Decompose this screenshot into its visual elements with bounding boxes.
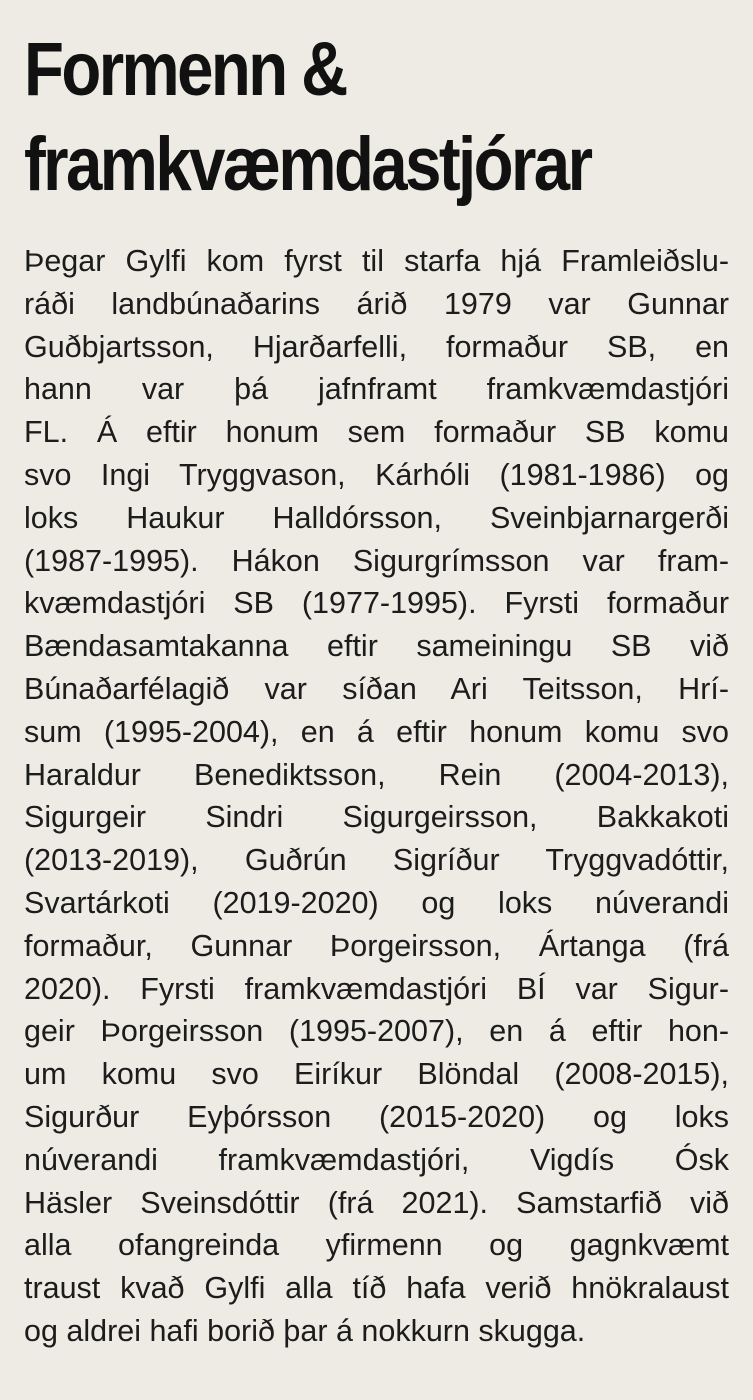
- heading-line: Formenn &: [24, 27, 346, 112]
- body-line: FL. Á eftir honum sem formaður SB komu: [24, 415, 729, 450]
- body-line: Svartárkoti (2019-2020) og loks núverandi: [24, 885, 729, 920]
- body-line: (2013-2019), Guðrún Sigríður Tryggvadóttir,: [24, 843, 729, 878]
- body-line: kvæmdastjóri SB (1977-1995). Fyrsti formaður: [24, 586, 729, 621]
- article-body: [24, 240, 729, 1353]
- body-line: og aldrei hafi borið þar á nokkurn skugga.: [24, 1313, 586, 1348]
- body-line: (1987-1995). Hákon Sigurgrímsson var fram-: [24, 543, 729, 578]
- body-line: hann var þá jafnframt framkvæmdastjóri: [24, 372, 729, 407]
- body-line: loks Haukur Halldórsson, Sveinbjarnargerði: [24, 500, 729, 535]
- article-heading: [24, 22, 630, 212]
- body-line: traust kvað Gylfi alla tíð hafa verið hnökralaust: [24, 1271, 729, 1306]
- body-line: um komu svo Eiríkur Blöndal (2008-2015),: [24, 1057, 729, 1092]
- body-line: 2020). Fyrsti framkvæmdastjóri BÍ var Sigur-: [24, 971, 729, 1006]
- body-line: Þegar Gylfi kom fyrst til starfa hjá Framleiðslu-: [24, 244, 729, 278]
- body-line: svo Ingi Tryggvason, Kárhóli (1981-1986) og: [24, 457, 729, 492]
- heading-line: framkvæmdastjórar: [24, 122, 591, 207]
- body-line: sum (1995-2004), en á eftir honum komu svo: [24, 714, 729, 749]
- body-line: Haraldur Benediktsson, Rein (2004-2013),: [24, 757, 729, 792]
- body-line: geir Þorgeirsson (1995-2007), en á eftir hon-: [24, 1014, 729, 1049]
- body-line: formaður, Gunnar Þorgeirsson, Ártanga (frá: [24, 928, 729, 963]
- body-line: alla ofangreinda yfirmenn og gagnkvæmt: [24, 1228, 729, 1263]
- body-line: núverandi framkvæmdastjóri, Vigdís Ósk: [24, 1142, 729, 1177]
- body-line: Häsler Sveinsdóttir (frá 2021). Samstarfið við: [24, 1185, 729, 1220]
- body-line: Sigurgeir Sindri Sigurgeirsson, Bakkakoti: [24, 800, 729, 835]
- body-line: ráði landbúnaðarins árið 1979 var Gunnar: [24, 286, 729, 321]
- body-line: Guðbjartsson, Hjarðarfelli, formaður SB, en: [24, 329, 729, 364]
- body-line: Sigurður Eyþórsson (2015-2020) og loks: [24, 1099, 729, 1134]
- body-line: Bændasamtakanna eftir sameiningu SB við: [24, 629, 729, 664]
- body-line: Búnaðarfélagið var síðan Ari Teitsson, Hrí-: [24, 671, 729, 706]
